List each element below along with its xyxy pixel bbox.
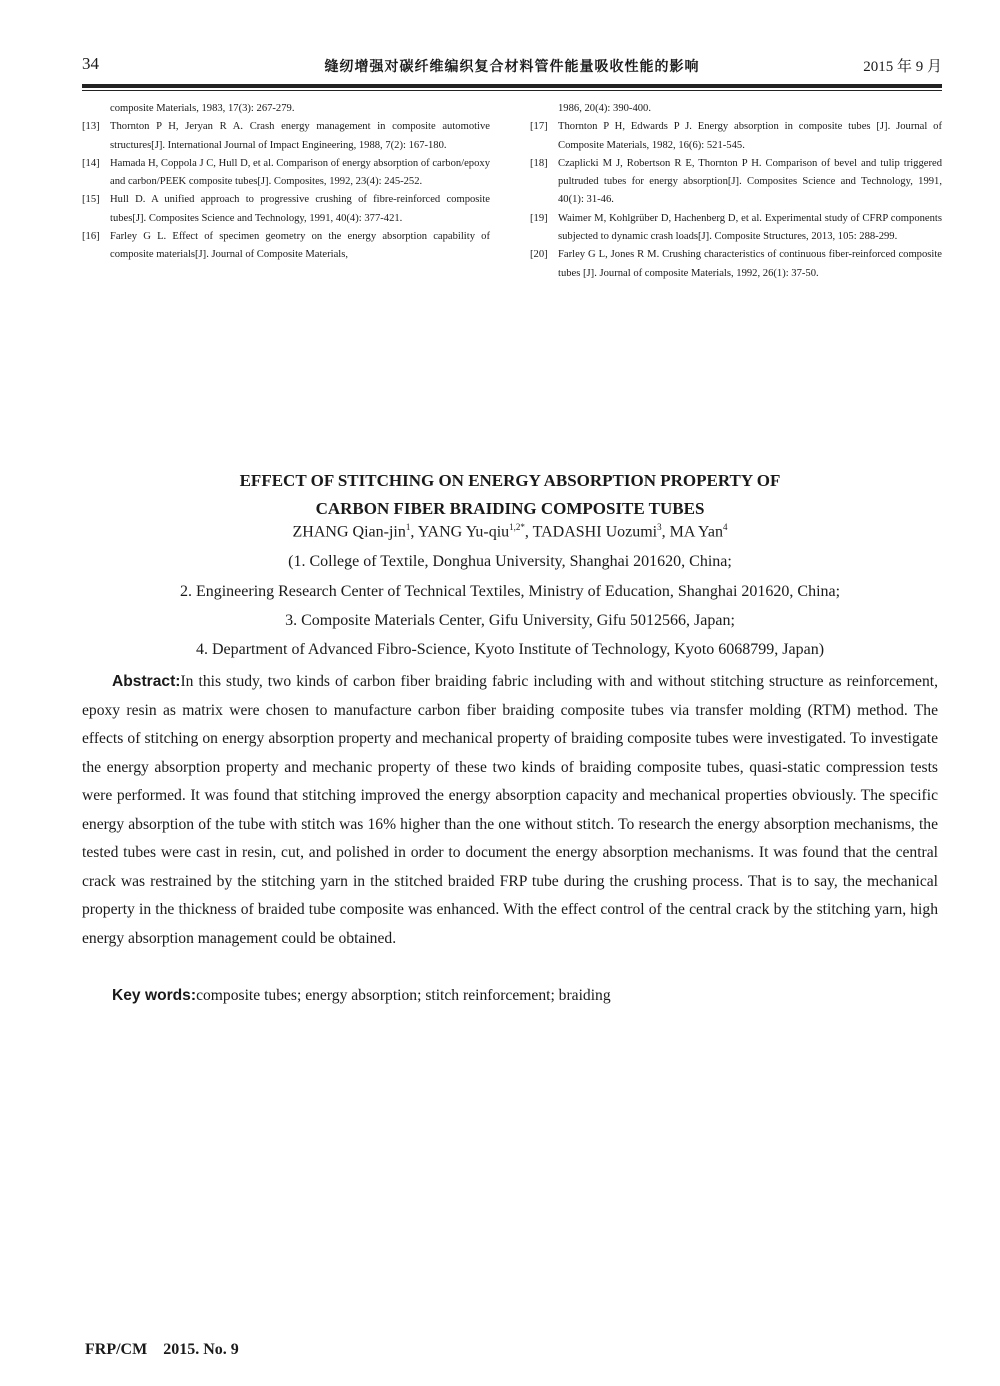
reference-item: [16] Farley G L. Effect of specimen geometry on the energy absorption capability of composite materials[J]. Journal of Composite Materials, <box>82 231 490 261</box>
reference-item: [13] Thornton P H, Jeryan R A. Crash energy management in composite automotive structures[J]. International Journal of Impact Engineering, 1988, 7(2): 167-180. <box>82 121 490 151</box>
reference-item: [17] Thornton P H, Edwards P J. Energy absorption in composite tubes [J]. Journal of Composite Materials, 1982, 16(6): 521-545. <box>530 121 942 151</box>
header-rule-thick <box>82 84 942 88</box>
issue-date: 2015 年 9 月 <box>863 59 942 75</box>
references-left-column <box>82 100 490 265</box>
author: TADASHI Uozumi <box>532 523 658 541</box>
author: YANG Yu-qiu <box>417 523 510 541</box>
affiliation-4: 4. Department of Advanced Fibro-Science, Kyoto Institute of Technology, Kyoto 6068799, Japan) <box>195 641 825 658</box>
page-header <box>82 54 942 84</box>
reference-item: [18] Czaplicki M J, Robertson R E, Thornton P H. Comparison of bevel and tulip triggered pultruded tubes for energy absorption[J]. Composites Science and Technology, 1991, 40(1): 31-46. <box>530 157 942 206</box>
author-sup: 4 <box>722 522 728 532</box>
author: ZHANG Qian-jin <box>292 523 406 541</box>
title-line-1: EFFECT OF STITCHING ON ENERGY ABSORPTION PROPERTY OF <box>239 471 781 490</box>
abstract-label: Abstract <box>112 673 176 690</box>
page-number: 34 <box>82 54 99 73</box>
reference-item: composite Materials, 1983, 17(3): 267-279. <box>110 103 295 114</box>
running-title: 缝纫增强对碳纤维编织复合材料管件能量吸收性能的影响 <box>324 59 700 75</box>
paper-title <box>100 467 920 523</box>
reference-item: 1986, 20(4): 390-400. <box>558 103 651 114</box>
affiliation-3: 3. Composite Materials Center, Gifu University, Gifu 5012566, Japan; <box>285 612 735 629</box>
header-rule-thin <box>82 90 942 91</box>
author-sup: 1,2* <box>509 522 525 532</box>
footer-journal: FRP/CM <box>85 1341 148 1358</box>
author-sup: 1 <box>405 522 411 532</box>
affiliation-2: 2. Engineering Research Center of Technical Textiles, Ministry of Education, Shanghai 201620, China; <box>179 583 841 600</box>
title-line-2: CARBON FIBER BRAIDING COMPOSITE TUBES <box>315 499 705 518</box>
author-sup: 3 <box>657 522 662 532</box>
reference-item: [14] Hamada H, Coppola J C, Hull D, et al. Comparison of energy absorption of carbon/epoxy and carbon/PEEK composite tubes[J]. Composites, 1992, 23(4): 245-252. <box>82 157 490 188</box>
reference-item: [15] Hull D. A unified approach to progressive crushing of fibre-reinforced composite tubes[J]. Composites Science and Technology, 1991, 40(4): 377-421. <box>82 194 490 224</box>
keywords-text: composite tubes; energy absorption; stitch reinforcement; braiding <box>196 987 611 1004</box>
footer-issue: 2015. No. 9 <box>163 1341 239 1358</box>
abstract-text: In this study, two kinds of carbon fiber braiding fabric including with and without stitching structure as reinforcement, epoxy resin as matrix were chosen to manufacture carbon fiber braiding composite tubes via transfer molding (RTM) method. The effects of stitching on energy absorption property and mechanical property of braiding composite tubes were investigated. To investigate the energy absorption property and mechanic property of these two kinds of braiding composite tubes, quasi-static compression tests were performed. It was found that stitching improved the energy absorption capacity and mechanical properties obviously. The specific energy absorption of the tube with stitch was 16% higher than the one without stitch. To research the energy absorption mechanisms, the tested tubes were cast in resin, cut, and polished in order to document the energy absorption mechanisms. It was found that the central crack was restrained by the stitching yarn in the stitched braided FRP tube during the crushing process. That is to say, the mechanical property in the thickness of braided tube composite was enhanced. With the effect control of the central crack by the stitching yarn, high energy absorption management could be obtained. <box>82 673 938 947</box>
keywords: Key words:composite tubes; energy absorption; stitch reinforcement; braiding <box>112 987 611 1004</box>
author-list: ZHANG Qian-jin$^1$, YANG Yu-qiu$^{1,2*}$, TADASHI Uozumi$^3$, MA Yan$^4$ <box>292 522 728 541</box>
reference-item: [19] Waimer M, Kohlgrüber D, Hachenberg D, et al. Experimental study of CFRP components subjected to dynamic crash loads[J]. Composite Structures, 2013, 105: 288-299. <box>530 212 942 243</box>
author: MA Yan <box>669 523 723 541</box>
affiliation-1: (1. College of Textile, Donghua University, Shanghai 201620, China; <box>288 553 732 570</box>
references-right-column <box>530 100 942 283</box>
page-footer <box>85 1341 255 1359</box>
reference-item: [20] Farley G L, Jones R M. Crushing characteristics of continuous fiber-reinforced composite tubes [J]. Journal of composite Materials, 1992, 26(1): 37-50. <box>530 249 942 279</box>
abstract: Abstract:In this study, two kinds of carbon fiber braiding fabric including with and without stitching structure as reinforcement, epoxy resin as matrix were chosen to manufacture carbon fiber braiding composite tubes via transfer molding (RTM) method. The effects of stitching on energy absorption property and mechanical property of braiding composite tubes were investigated. To investigate the energy absorption property and mechanic property of these two kinds of braiding composite tubes, quasi-static compression tests were performed. It was found that stitching improved the energy absorption capacity and mechanical properties obviously. The specific energy absorption of the tube with stitch was 16% higher than the one without stitch. To research the energy absorption mechanisms, the tested tubes were cast in resin, cut, and polished in order to document the energy absorption mechanisms. It was found that the central crack was restrained by the stitching yarn in the stitched braided FRP tube during the crushing process. That is to say, the mechanical property in the thickness of braided tube composite was enhanced. With the effect control of the central crack by the stitching yarn, high energy absorption management could be obtained. <box>82 673 938 947</box>
keywords-label: Key words <box>112 987 191 1004</box>
